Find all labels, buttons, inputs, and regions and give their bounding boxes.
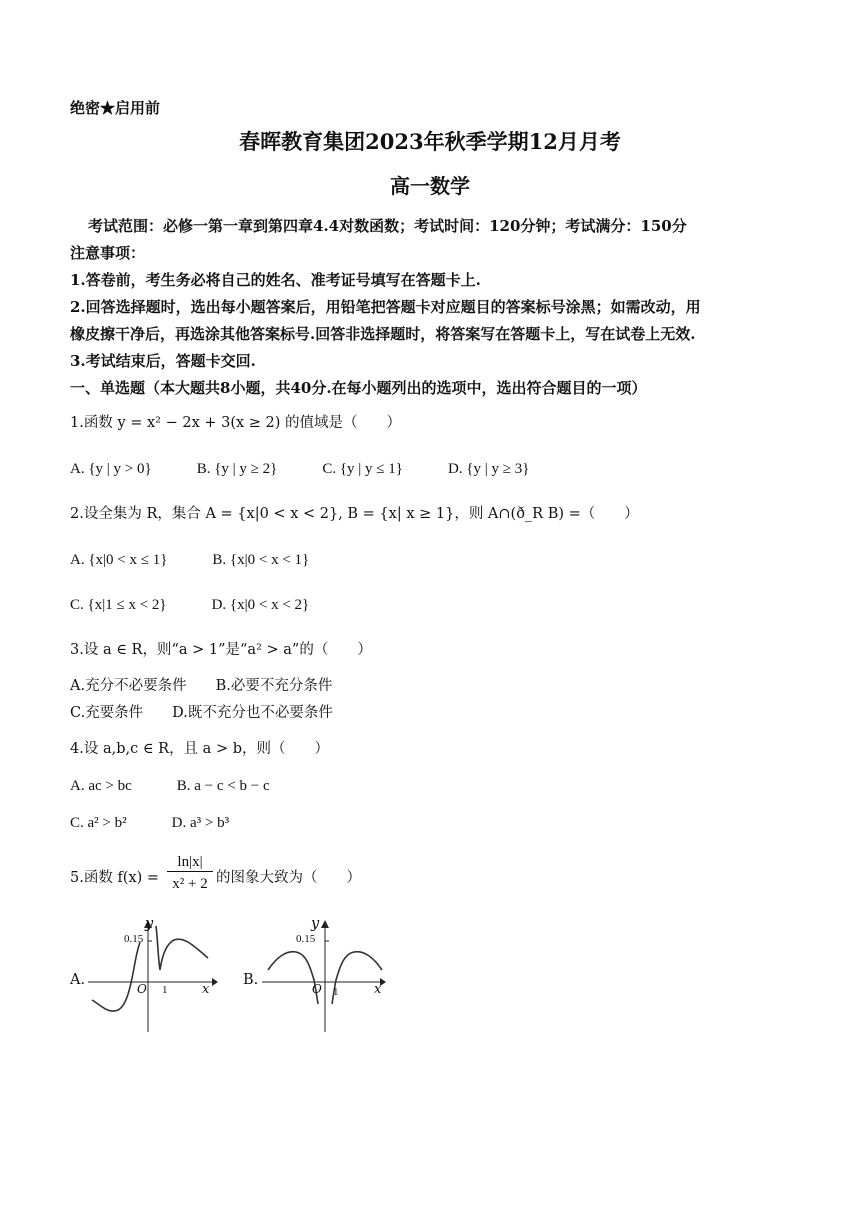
q5-numerator: ln|x| <box>167 853 213 872</box>
q5-graph-b-xlabel: x <box>374 982 382 997</box>
q5-graph-a-xtick: 1 <box>162 984 168 996</box>
q1-options: A. {y | y > 0} B. {y | y ≥ 2} C. {y | y ≤ 1} D. {y | y ≥ 3} <box>70 461 530 477</box>
note-1: 1.答卷前，考生务必将自己的姓名、准考证号填写在答题卡上. <box>70 271 481 289</box>
q5-stem-prefix: 5.函数 f(x) = <box>70 870 160 886</box>
q5-graph-a <box>88 918 218 1033</box>
note-3: 3.考试结束后，答题卡交回. <box>70 352 256 370</box>
confidential-label: 绝密★启用前 <box>70 99 161 117</box>
q5-graph-a-ylabel: y <box>145 916 154 932</box>
q5-graph-b <box>262 918 392 1033</box>
exam-title: 春晖教育集团2023年秋季学期12月月考 <box>239 129 621 154</box>
q5-graph-a-ytick: 0.15 <box>124 933 144 945</box>
q4-options-cd: C. a² > b² D. a³ > b³ <box>70 815 230 831</box>
note-2-line-2: 橡皮擦干净后，再选涂其他答案标号.回答非选择题时，将答案写在答题卡上，写在试卷上无效. <box>70 325 696 343</box>
exam-scope: 考试范围：必修一第一章到第四章4.4对数函数；考试时间：120分钟；考试满分：150分 <box>88 217 687 235</box>
q2-options-ab: A. {x|0 < x ≤ 1} B. {x|0 < x < 1} <box>70 552 310 568</box>
q5-option-a-label: A. <box>70 972 86 988</box>
q5-graph-a-origin: O <box>137 982 147 996</box>
q2-stem: 2.设全集为 R，集合 A = {x|0 < x < 2}, B = {x| x ≥ 1}，则 A∩(ð_R B) =（ ） <box>70 506 639 522</box>
q1-stem: 1.函数 y = x² − 2x + 3(x ≥ 2) 的值域是（ ） <box>70 415 402 431</box>
exam-subject: 高一数学 <box>390 174 470 198</box>
q3-stem: 3.设 a ∈ R，则“a > 1”是“a² > a”的（ ） <box>70 642 372 658</box>
q5-graph-b-origin: O <box>312 982 322 996</box>
q5-graph-b-ytick: 0.15 <box>296 933 316 945</box>
q3-options-ab: A.充分不必要条件 B.必要不充分条件 <box>70 678 333 694</box>
q4-options-ab: A. ac > bc B. a − c < b − c <box>70 778 270 794</box>
notes-heading: 注意事项： <box>70 244 146 262</box>
note-2-line-1: 2.回答选择题时，选出每小题答案后，用铅笔把答题卡对应题目的答案标号涂黑；如需改动，用 <box>70 298 701 316</box>
section-heading: 一、单选题（本大题共8小题，共40分.在每小题列出的选项中，选出符合题目的一项） <box>70 379 647 397</box>
q4-stem: 4.设 a,b,c ∈ R，且 a > b，则（ ） <box>70 741 329 757</box>
q2-options-cd: C. {x|1 ≤ x < 2} D. {x|0 < x < 2} <box>70 597 310 613</box>
q5-graph-a-xlabel: x <box>202 982 210 997</box>
q5-graph-b-ylabel: y <box>311 916 320 932</box>
q5-stem-suffix: 的图象大致为（ ） <box>216 870 361 886</box>
q5-graph-b-xtick: 1 <box>333 986 339 998</box>
q5-denominator: x² + 2 <box>172 876 208 892</box>
q3-options-cd: C.充要条件 D.既不充分也不必要条件 <box>70 705 333 721</box>
q5-option-b-label: B. <box>243 972 259 988</box>
